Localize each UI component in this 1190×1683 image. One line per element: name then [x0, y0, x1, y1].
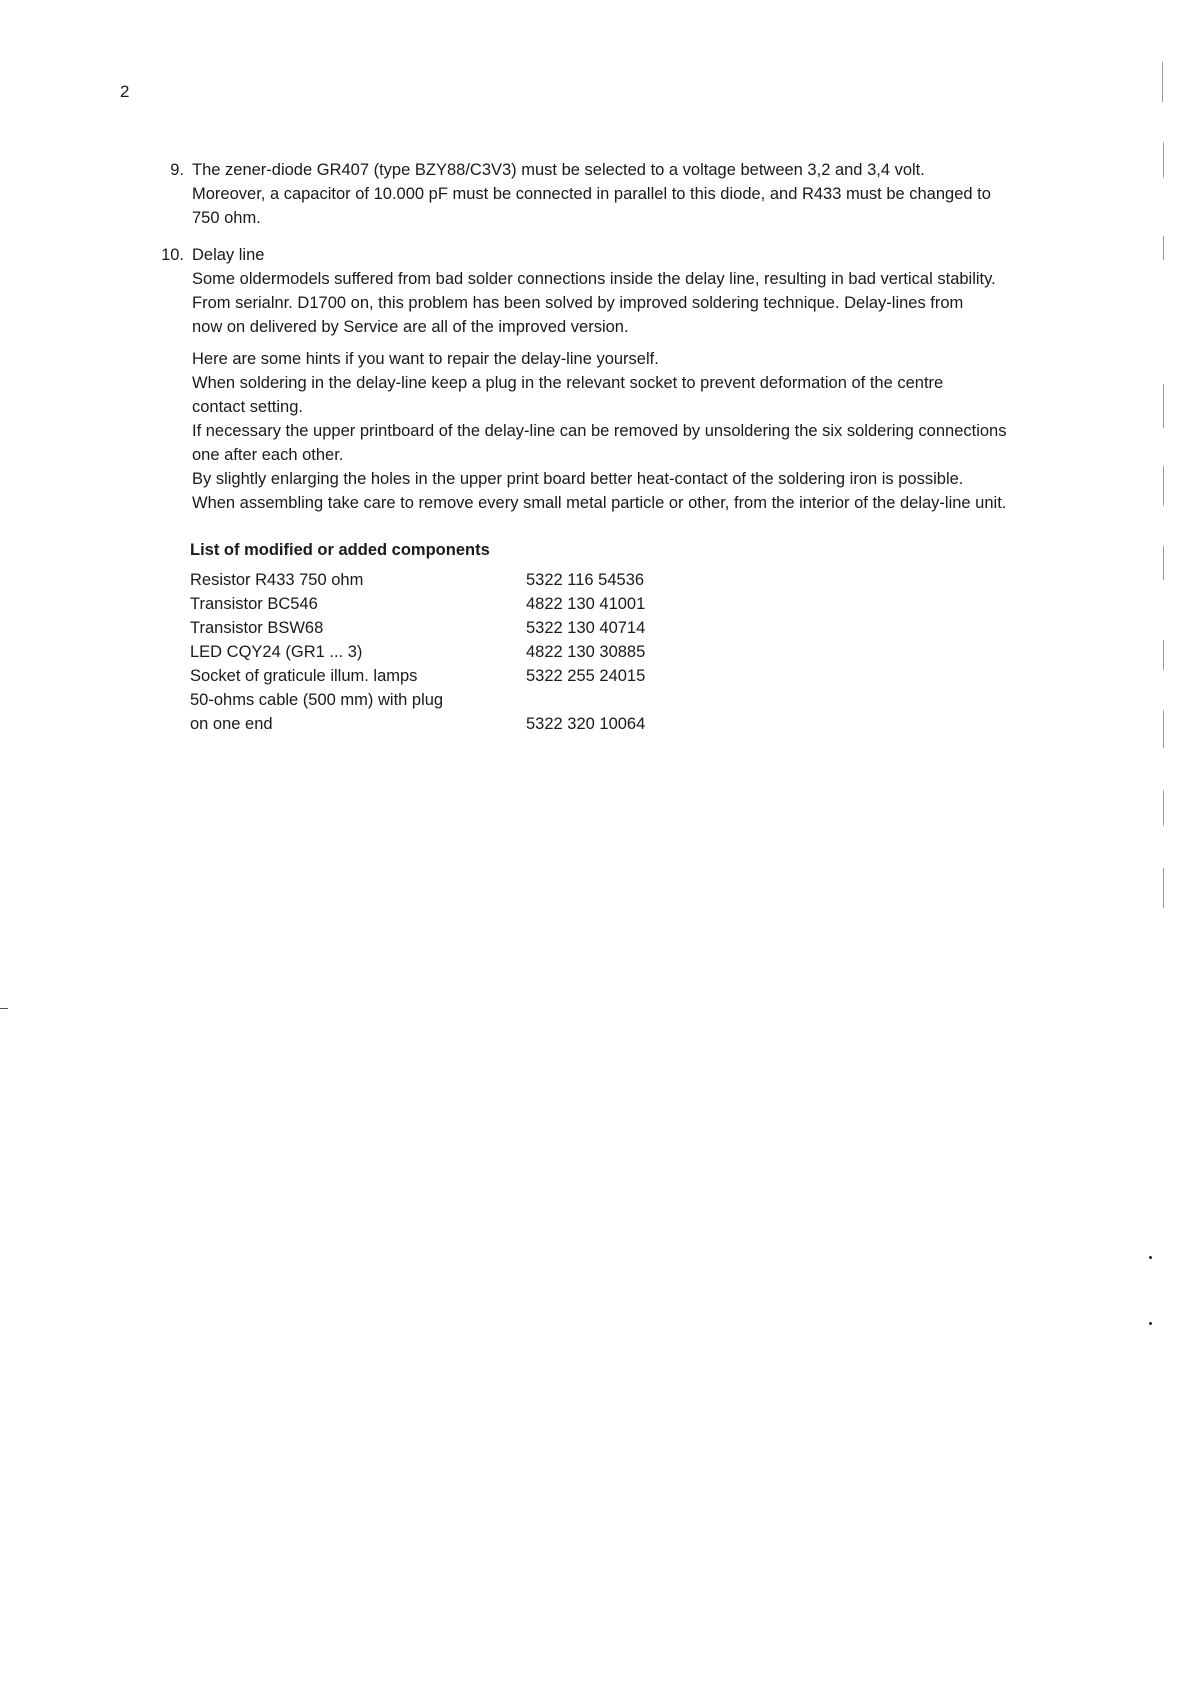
- scan-artifact: [1163, 236, 1164, 260]
- scan-artifact: [1163, 546, 1164, 580]
- list-item-10: [150, 243, 1100, 515]
- text-line: If necessary the upper printboard of the delay-line can be removed by unsoldering the six soldering connections: [192, 422, 1007, 440]
- scan-artifact: [1163, 710, 1164, 748]
- components-heading: List of modified or added components: [190, 541, 490, 559]
- item-number: 10.: [161, 246, 184, 264]
- item-number: 9.: [170, 161, 184, 179]
- text-line: The zener-diode GR407 (type BZY88/C3V3) must be selected to a voltage between 3,2 and 3,4 volt.: [192, 161, 925, 179]
- components-list: [190, 538, 710, 736]
- component-row: [190, 592, 710, 616]
- text-line: Some oldermodels suffered from bad solder connections inside the delay line, resulting in bad vertical stability.: [192, 270, 996, 288]
- component-row: [190, 640, 710, 664]
- text-line: When soldering in the delay-line keep a plug in the relevant socket to prevent deformation of the centre: [192, 374, 944, 392]
- scan-artifact: [1149, 1256, 1152, 1259]
- component-name: on one end: [190, 715, 273, 733]
- scan-artifact: [1163, 640, 1164, 670]
- component-name: Transistor BC546: [190, 595, 318, 613]
- text-line: one after each other.: [192, 446, 344, 464]
- component-name: Transistor BSW68: [190, 619, 324, 637]
- component-code: 5322 320 10064: [526, 715, 646, 733]
- item-body: [192, 158, 1100, 230]
- component-code: 5322 130 40714: [526, 619, 646, 637]
- component-code: 4822 130 30885: [526, 643, 646, 661]
- text-line: By slightly enlarging the holes in the upper print board better heat-contact of the soldering iron is possible.: [192, 470, 964, 488]
- text-line: now on delivered by Service are all of the improved version.: [192, 318, 629, 336]
- text-line: When assembling take care to remove every small metal particle or other, from the interior of the delay-line unit.: [192, 494, 1007, 512]
- scan-artifact: [0, 1008, 8, 1009]
- component-code: 4822 130 41001: [526, 595, 646, 613]
- list-item-9: [150, 158, 1100, 230]
- scan-artifact: [1149, 1322, 1152, 1325]
- component-name: Socket of graticule illum. lamps: [190, 667, 418, 685]
- text-line: Moreover, a capacitor of 10.000 pF must be connected in parallel to this diode, and R433 must be changed to: [192, 185, 991, 203]
- text-line: 750 ohm.: [192, 209, 261, 227]
- text-line: Here are some hints if you want to repair the delay-line yourself.: [192, 350, 659, 368]
- scan-artifact: [1162, 62, 1163, 102]
- component-code: 5322 116 54536: [526, 571, 645, 589]
- component-name: 50-ohms cable (500 mm) with plug: [190, 691, 444, 709]
- component-row: [190, 616, 710, 640]
- scan-artifact: [1163, 790, 1164, 826]
- scan-artifact: [1163, 868, 1164, 908]
- item-title: Delay line: [192, 246, 265, 264]
- component-row: [190, 568, 710, 592]
- scan-artifact: [1163, 142, 1164, 178]
- component-row: [190, 664, 710, 688]
- page-number: 2: [120, 82, 130, 101]
- component-code: 5322 255 24015: [526, 667, 646, 685]
- component-row: [190, 688, 710, 712]
- component-name: LED CQY24 (GR1 ... 3): [190, 643, 363, 661]
- component-code: [526, 688, 696, 712]
- scan-artifact: [1163, 466, 1164, 506]
- item-body: [192, 243, 1100, 515]
- component-name: Resistor R433 750 ohm: [190, 571, 364, 589]
- component-row: [190, 712, 710, 736]
- scan-artifact: [1163, 384, 1164, 428]
- text-line: From serialnr. D1700 on, this problem has been solved by improved soldering technique. Delay-lines from: [192, 294, 964, 312]
- text-line: contact setting.: [192, 398, 303, 416]
